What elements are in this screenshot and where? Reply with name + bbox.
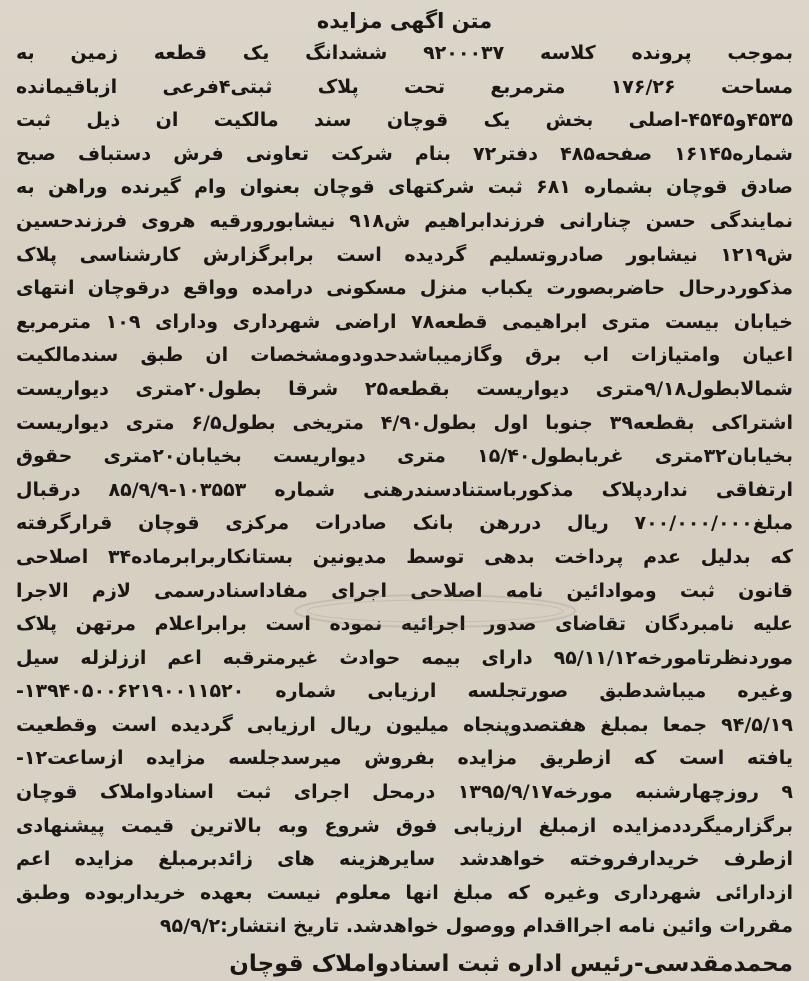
notice-line: بخیابان۳۲متری غربابطول۱۵/۴۰ متری دیواریست بخیابان۲۰متری حقوق [16,445,793,468]
notice-line: علیه نامبردگان تقاضای صدور اجرائیه نموده است برابراعلام مرتهن پلاک [16,613,793,636]
notice-line: موردنظرتامورخه۹۵/۱۱/۱۲ دارای بیمه حوادث غیرمترقبه اعم اززلزله سیل [16,646,793,669]
notice-line: مذکوردرحال حاضربصورت یکباب منزل مسکونی درامده وواقع درقوچان انتهای [16,277,793,300]
notice-line: ۹ روزچهارشنبه مورخه۱۳۹۵/۹/۱۷ درمحل اجرای ثبت اسنادواملاک قوچان [16,781,793,804]
signature-line: محمدمقدسی-رئیس اداره ثبت اسنادواملاک قوچان [229,951,793,978]
notice-line: اشتراکی بقطعه۳۹ جنوبا اول بطول۴/۹۰ متریخی بطول۶/۵ متری دیواریست [16,411,793,434]
notice-line: برگزارمیگرددمزایده ازمبلغ ارزیابی فوق شروع وبه بالاترین قیمت پیشنهادی [16,814,793,837]
notice-line: یافته است که ازطریق مزایده بفروش میرسدجلسه مزایده ازساعت۱۲- [16,747,793,770]
notice-line: که بدلیل عدم پرداخت بدهی توسط مدیونین بستانکاربرابرماده۳۴ اصلاحی [16,545,793,568]
notice-line: ۹۴/۵/۱۹ جمعا بمبلغ هفتصدوپنجاه میلیون ریال ارزیابی گردیده است وقطعیت [16,713,793,736]
notice-line: خیابان بیست متری ابراهیمی قطعه۷۸ اراضی شهرداری ودارای ۱۰۹ مترمربع [16,310,793,333]
notice-line: صادق قوچان بشماره ۶۸۱ ثبت شرکتهای قوچان بعنوان وام گیرنده وراهن به [16,176,793,199]
notice-body [16,37,793,944]
notice-line: ارتفاقی نداردپلاک مذکورباستنادسندرهنی شماره ۱۰۳۵۵۳-۸۵/۹/۹ درقبال [16,478,793,501]
notice-line: قانون ثبت وموادائین نامه اصلاحی اجرای مفاداسنادرسمی لازم الاجرا [16,579,793,602]
notice-line: ۴۵۳۵و۴۵۴۵-اصلی بخش یک قوچان سند مالکیت ان ذیل ثبت [16,109,793,132]
notice-line: وغیره میباشدطبق صورتجلسه ارزیابی شماره ۱۳۹۴۰۵۰۰۶۲۱۹۰۰۱۱۵۲۰- [16,680,793,703]
notice-line: مبلغ۷۰۰/۰۰۰/۰۰۰ ریال دررهن بانک صادرات مرکزی قوچان قرارگرفته [16,512,793,535]
notice-line: ش۱۲۱۹ نیشابور صادروتسلیم گردیده است برابرگزارش کارشناسی پلاک [16,243,793,266]
notice-line: شمالابطول۹/۱۸متری دیواریست بقطعه۲۵ شرقا بطول۲۰متری دیواریست [16,377,793,400]
notice-line: مقررات وائین نامه اجرااقدام ووصول خواهدشد. تاریخ انتشار:۹۵/۹/۲ [159,915,793,938]
notice-line: نمایندگی حسن چنارانی فرزندابراهیم ش۹۱۸ نیشابورورقیه هروی فرزندحسین [16,209,793,232]
notice-line: بموجب پرونده کلاسه ۹۲۰۰۰۳۷ ششدانگ یک قطعه زمین به [16,42,793,64]
notice-title: متن اگهی مزایده [316,9,493,33]
notice-line: ازطرف خریدارفروخته خواهدشد سایرهزینه های زائدبرمبلغ مزایده اعم [16,848,793,871]
notice-line: مساحت ۱۷۶/۲۶ مترمربع تحت پلاک ثبتی۴فرعی ازباقیمانده [16,75,793,98]
notice-line: ازدارائی شهرداری وغیره که مبلغ انها معلوم نیست بعهده خریداربوده وطبق [16,881,793,904]
notice-line: شماره۱۶۱۴۵ صفحه۴۸۵ دفتر۷۲ بنام شرکت تعاونی فرش دستباف صبح [16,142,793,165]
notice-line: اعیان وامتیازات اب برق وگازمیباشدحدودومشخصات ان طبق سندمالکیت [16,344,793,367]
